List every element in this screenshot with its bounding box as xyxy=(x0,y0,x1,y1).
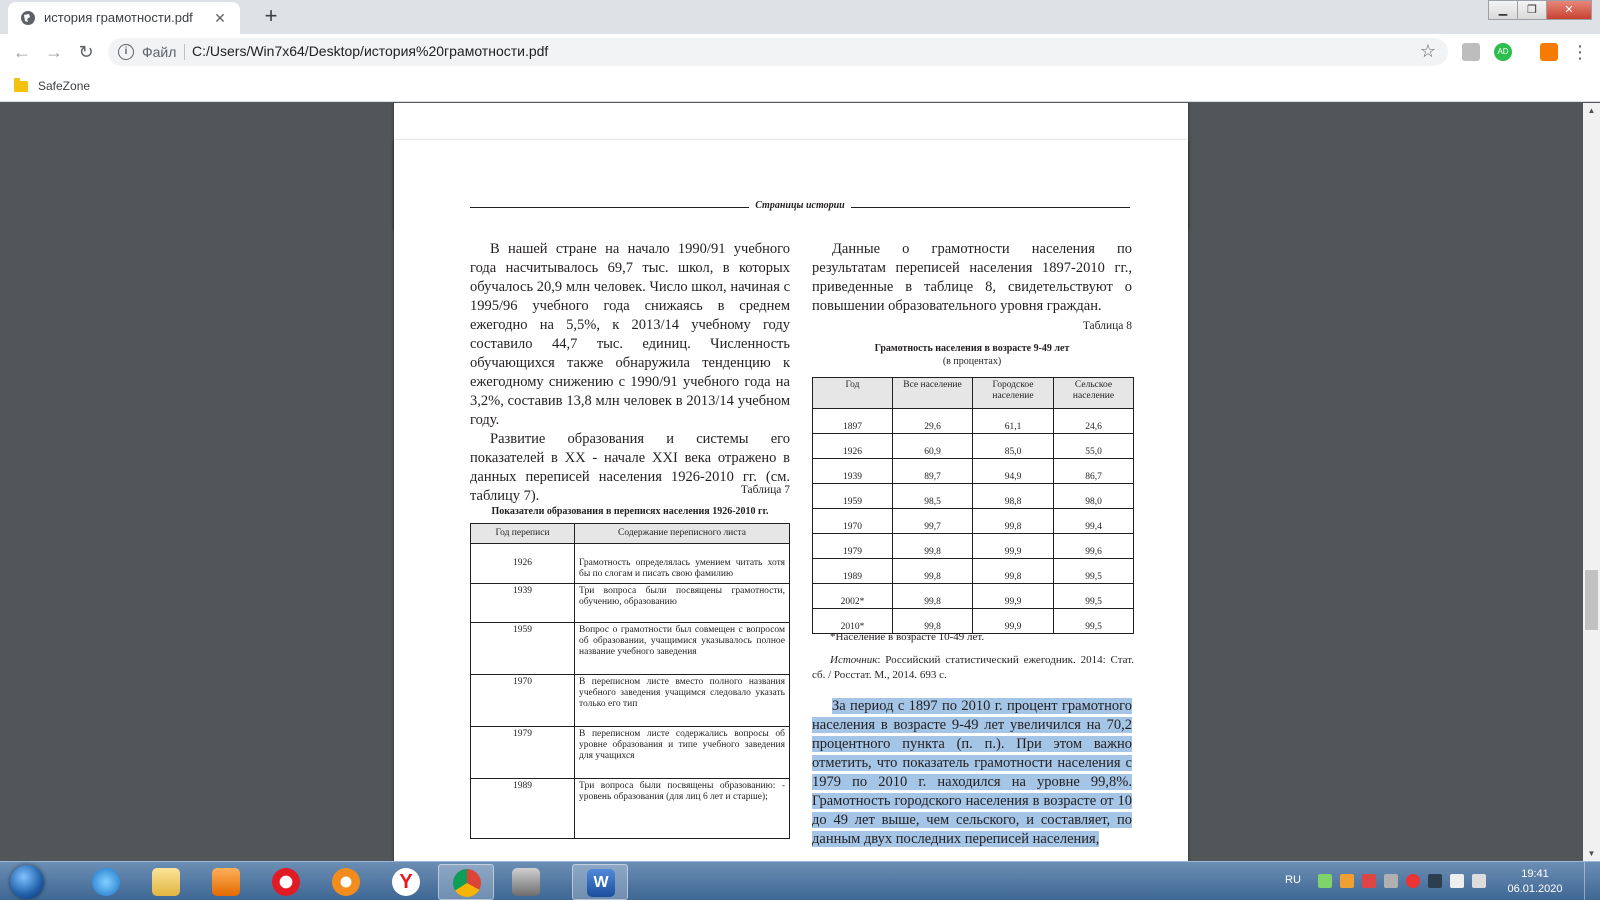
table8-cell: 99,5 xyxy=(1054,584,1134,609)
table7-year: 1979 xyxy=(471,727,575,779)
left-column xyxy=(470,240,790,506)
tab-close-icon[interactable]: ✕ xyxy=(214,10,226,26)
table7-year: 1926 xyxy=(471,544,575,584)
table8-cell: 99,8 xyxy=(893,584,973,609)
taskbar-app[interactable] xyxy=(498,864,554,900)
table-row xyxy=(471,544,790,584)
taskbar-clock[interactable] xyxy=(1505,867,1565,897)
scroll-up-arrow-icon[interactable]: ▲ xyxy=(1587,106,1596,115)
table8-body xyxy=(813,409,1134,634)
new-tab-button[interactable]: + xyxy=(264,3,278,28)
table8-cell: 1970 xyxy=(813,509,893,534)
puzzle-extension-icon[interactable] xyxy=(1540,43,1558,61)
table8-cell: 1926 xyxy=(813,434,893,459)
taskbar-gear-app[interactable] xyxy=(318,864,374,900)
internet-explorer-icon xyxy=(92,868,120,896)
table7-title: Показатели образования в переписях населения 1926-2010 гг. xyxy=(491,506,769,517)
table7-desc: В переписном листе содержались вопросы об уровне образования и типе учебного заведения для учащихся xyxy=(575,727,790,779)
highlighted-block[interactable] xyxy=(812,697,1132,849)
tab-strip xyxy=(0,0,1600,34)
tab-title: история грамотности.pdf xyxy=(44,10,193,25)
paragraph-1: В нашей стране на начало 1990/91 учебного года насчитывалось 69,7 тыс. школ, в которых обучалось 20,9 млн человек. Число школ, начиная с 1995/96 учебного года снижаясь в среднем ежегодно на 5,5%, к 2013/14 учебному году составило 44,7 тыс. единиц. Численность обучающихся также обнаружила тенденцию к ежегодному снижению с 1990/91 учебного года на 3,2%, составив 13,8 млн человек в 2013/14 учебном году. xyxy=(470,241,790,428)
language-indicator[interactable]: RU xyxy=(1285,874,1301,886)
table8-cell: 86,7 xyxy=(1054,459,1134,484)
scroll-down-arrow-icon[interactable]: ▼ xyxy=(1587,849,1596,858)
adguard-icon[interactable]: AD xyxy=(1494,43,1512,61)
table8-cell: 99,7 xyxy=(893,509,973,534)
right-column xyxy=(812,240,1132,316)
forward-arrow-icon[interactable]: → xyxy=(45,42,63,62)
table8-cell: 2002* xyxy=(813,584,893,609)
table8-cell: 1959 xyxy=(813,484,893,509)
close-window-button[interactable]: ✕ xyxy=(1546,0,1592,20)
table8-cell: 99,8 xyxy=(893,534,973,559)
table8-header-urban: Городское население xyxy=(973,378,1054,409)
table8-title: Грамотность населения в возрасте 9-49 лет xyxy=(874,343,1070,354)
table8-header-row xyxy=(813,378,1134,409)
bookmarks-bar xyxy=(0,70,1600,102)
table-row xyxy=(471,779,790,839)
table8-cell: 99,8 xyxy=(973,559,1054,584)
table7-year: 1959 xyxy=(471,623,575,675)
action-center-icon[interactable] xyxy=(1472,874,1486,888)
extension-icon[interactable] xyxy=(1462,43,1480,61)
table8-header-rural: Сельское население xyxy=(1054,378,1134,409)
tray-warning-icon[interactable] xyxy=(1362,874,1376,888)
tray-app-icon[interactable] xyxy=(1340,874,1354,888)
paragraph-intro: Данные о грамотности населения по результатам переписей населения 1897-2010 гг., приведенные в таблице 8, свидетельствуют о повышении образовательного уровня граждан. xyxy=(812,241,1132,314)
table7-desc: Три вопроса были посвящены грамотности, обучению, образованию xyxy=(575,584,790,623)
clock-date: 06.01.2020 xyxy=(1507,883,1563,895)
table8-cell: 99,9 xyxy=(973,584,1054,609)
table8-source xyxy=(812,653,1134,683)
source-label: Источник xyxy=(830,654,878,666)
scroll-thumb[interactable] xyxy=(1585,570,1598,630)
table8 xyxy=(812,377,1134,634)
table8-cell: 98,8 xyxy=(973,484,1054,509)
source-text: : Российский статистический ежегодник. 2014: Стат. сб. / Росстат. М., 2014. 693 с. xyxy=(812,654,1134,681)
table-row xyxy=(813,484,1134,509)
table-row xyxy=(813,459,1134,484)
url-text[interactable]: C:/Users/Win7x64/Desktop/история%20грамотности.pdf xyxy=(192,43,549,59)
table7-desc: В переписном листе вместо полного названия учебного заведения учащимся следовало указать только его тип xyxy=(575,675,790,727)
tray-signal-icon[interactable] xyxy=(1428,874,1442,888)
running-head xyxy=(470,200,1130,214)
taskbar-opera[interactable] xyxy=(258,864,314,900)
table8-cell: 1897 xyxy=(813,409,893,434)
table8-cell: 61,1 xyxy=(973,409,1054,434)
tab-active[interactable] xyxy=(8,2,240,34)
table-row xyxy=(813,584,1134,609)
table8-cell: 99,5 xyxy=(1054,559,1134,584)
table7-year: 1939 xyxy=(471,584,575,623)
bookmark-star-icon[interactable]: ☆ xyxy=(1419,41,1436,61)
table-row xyxy=(813,534,1134,559)
table-row xyxy=(471,727,790,779)
application-icon xyxy=(512,868,540,896)
table8-cell: 94,9 xyxy=(973,459,1054,484)
address-bar[interactable] xyxy=(108,38,1448,66)
table-row xyxy=(813,509,1134,534)
window-controls xyxy=(1489,0,1592,20)
table8-subtitle: (в процентах) xyxy=(942,356,1002,367)
table8-cell: 2010* xyxy=(813,609,893,634)
table-row xyxy=(813,434,1134,459)
table-row xyxy=(471,623,790,675)
table8-cell: 29,6 xyxy=(893,409,973,434)
word-icon: W xyxy=(587,869,615,897)
taskbar-chrome[interactable] xyxy=(438,864,494,900)
clock-time: 19:41 xyxy=(1521,868,1549,880)
table8-cell: 1989 xyxy=(813,559,893,584)
browser-toolbar xyxy=(0,34,1600,70)
table7-caption: Таблица 7 xyxy=(740,484,790,496)
table7-header-year: Год переписи xyxy=(471,524,575,544)
taskbar-yandex[interactable] xyxy=(378,864,434,900)
table-row xyxy=(813,559,1134,584)
selected-paragraph[interactable]: За период с 1897 по 2010 г. процент грамотного населения в возрасте 9-49 лет увеличился на 70,2 процентного пункта (п. п.). При этом важно отметить, что показатель грамотности населения с 1979 по 2010 г. находился на уровне 99,8%. Грамотность городского населения в возрасте от 10 до 49 лет выше, чем сельского, и составляет, по данным двух последних переписей населения, xyxy=(812,698,1132,847)
taskbar-explorer[interactable] xyxy=(138,864,194,900)
table8-caption: Таблица 8 xyxy=(1082,320,1132,332)
opera-icon xyxy=(272,868,300,896)
table7-desc: Вопрос о грамотности был совмещен с вопросом об образовании, учащимися указывалось полное название учебного заведения xyxy=(575,623,790,675)
table8-cell: 99,8 xyxy=(893,609,973,634)
tray-antivirus-icon[interactable] xyxy=(1406,874,1420,888)
yandex-icon: Y xyxy=(392,868,420,896)
address-separator xyxy=(184,44,185,60)
table8-cell: 89,7 xyxy=(893,459,973,484)
table7-year: 1989 xyxy=(471,779,575,839)
table8-header-all: Все население xyxy=(893,378,973,409)
table8-footnote: *Население в возрасте 10-49 лет. xyxy=(830,631,985,643)
table8-cell: 99,9 xyxy=(973,534,1054,559)
folder-icon xyxy=(152,868,180,896)
start-button[interactable] xyxy=(4,863,50,900)
table8-cell: 60,9 xyxy=(893,434,973,459)
back-arrow-icon[interactable]: ← xyxy=(13,42,31,62)
table8-cell: 99,6 xyxy=(1054,534,1134,559)
table8-cell: 99,5 xyxy=(1054,609,1134,634)
table8-cell: 99,4 xyxy=(1054,509,1134,534)
windows-logo-icon xyxy=(10,865,44,899)
taskbar-ie[interactable] xyxy=(78,864,134,900)
table7 xyxy=(470,523,790,839)
table8-cell: 98,5 xyxy=(893,484,973,509)
taskbar-word[interactable] xyxy=(572,864,628,900)
menu-icon[interactable]: ⋮ xyxy=(1571,42,1589,62)
folder-icon xyxy=(14,81,28,92)
table7-year: 1970 xyxy=(471,675,575,727)
table-row xyxy=(813,409,1134,434)
table7-header-content: Содержание переписного листа xyxy=(575,524,790,544)
table8-cell: 99,8 xyxy=(893,559,973,584)
bookmark-safezone[interactable] xyxy=(14,77,90,95)
windows-taskbar xyxy=(0,861,1600,900)
pdf-viewer[interactable] xyxy=(0,103,1600,861)
globe-icon xyxy=(20,10,36,26)
gear-icon xyxy=(332,868,360,896)
show-desktop-button[interactable] xyxy=(1584,862,1600,900)
network-tray-icon[interactable] xyxy=(1318,874,1332,888)
chrome-icon xyxy=(453,869,481,897)
scheme-label: Файл xyxy=(142,44,177,60)
table8-cell: 1939 xyxy=(813,459,893,484)
taskbar-media[interactable] xyxy=(198,864,254,900)
table7-header-row xyxy=(471,524,790,544)
tray-package-icon[interactable] xyxy=(1384,874,1398,888)
table8-header-year: Год xyxy=(813,378,893,409)
minimize-button[interactable]: ▁ xyxy=(1488,0,1518,20)
table8-cell: 85,0 xyxy=(973,434,1054,459)
bookmark-label: SafeZone xyxy=(38,79,91,93)
vertical-scrollbar[interactable] xyxy=(1583,103,1600,861)
media-player-icon xyxy=(212,868,240,896)
pdf-page xyxy=(394,140,1188,861)
volume-icon[interactable] xyxy=(1450,874,1464,888)
table8-cell: 24,6 xyxy=(1054,409,1134,434)
table8-cell: 99,9 xyxy=(973,609,1054,634)
reload-icon[interactable]: ↻ xyxy=(78,42,94,62)
table7-desc: Три вопроса были посвящены образованию: - уровень образования (для лиц 6 лет и старше); xyxy=(575,779,790,839)
table8-cell: 99,8 xyxy=(973,509,1054,534)
table-row xyxy=(471,675,790,727)
running-head-text: Страницы истории xyxy=(749,200,850,211)
table8-cell: 98,0 xyxy=(1054,484,1134,509)
info-icon[interactable]: i xyxy=(118,44,134,60)
paragraph-2: Развитие образования и системы его показателей в XX - начале XXI века отражено в данных переписей населения 1926-2010 гг. (см. таблицу 7). xyxy=(470,431,790,504)
restore-button[interactable]: ❐ xyxy=(1517,0,1547,20)
table-row xyxy=(471,584,790,623)
table8-cell: 55,0 xyxy=(1054,434,1134,459)
table7-desc: Грамотность определялась умением читать хотя бы по слогам и писать свою фамилию xyxy=(575,544,790,584)
table8-cell: 1979 xyxy=(813,534,893,559)
